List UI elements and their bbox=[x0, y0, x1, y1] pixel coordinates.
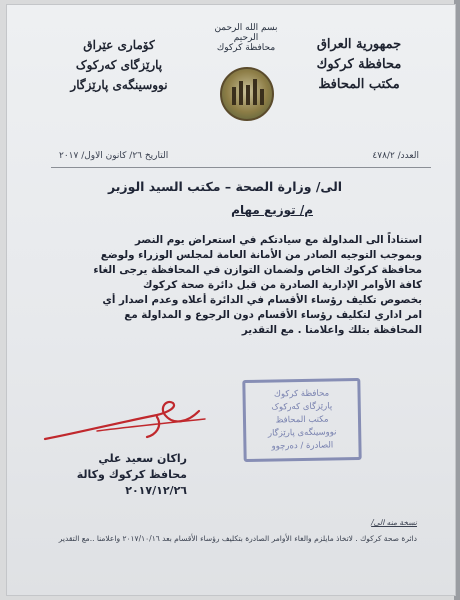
copies-line: دائرة صحة كركوك . لاتخاذ مايلزم والغاء الأوامر الصادرة بتكليف رؤساء الأقسام بعد ٢٠١٧/١٠/١٦ واعلامنا ..مع التقدير bbox=[58, 534, 417, 543]
letterhead-kurdish bbox=[49, 35, 189, 95]
signature-date: ٢٠١٧/١٢/٢٦ bbox=[125, 484, 187, 497]
emblem-caption: محافظة كركوك bbox=[216, 43, 276, 53]
basmala-calligraphy bbox=[207, 23, 285, 65]
signatory-name: راكان سعيد علي bbox=[98, 452, 187, 465]
recipient: الى/ وزارة الصحة – مكتب السيد الوزير bbox=[107, 179, 343, 194]
stamp-line: محافظة كركوك bbox=[273, 388, 330, 400]
body-line: كافة الأوامر الإدارية الصادرة من قبل دائرة صحة كركوك bbox=[142, 279, 422, 291]
basmala-text: بسم الله الرحمن الرحيم bbox=[214, 23, 278, 43]
letterhead-line: نووسینگەی پارێزگار bbox=[70, 78, 168, 92]
stamp-line: الصادرة / دەرچوو bbox=[271, 440, 334, 452]
letterhead-line: مكتب المحافظ bbox=[318, 77, 400, 92]
copies-to bbox=[27, 515, 417, 547]
letterhead-line: محافظة كركوك bbox=[316, 57, 402, 72]
kirkuk-seal-icon bbox=[220, 67, 274, 121]
letter-body bbox=[47, 233, 422, 338]
letterhead-line: پارێزگای کەرکوک bbox=[75, 58, 163, 72]
header-divider bbox=[51, 167, 431, 168]
letterhead-arabic bbox=[289, 35, 429, 95]
body-line: استناداً الى المداولة مع سيادتكم في استعراض يوم النصر bbox=[135, 234, 422, 246]
copies-title: نسخة منه الى/ bbox=[371, 518, 417, 527]
stamp-line: پارێزگای کەرکوک bbox=[271, 401, 333, 413]
body-line: بخصوص تكليف رؤساء الأقسام في الدائرة أعلاه وعدم اصدار أي bbox=[102, 294, 422, 306]
reference-line bbox=[59, 151, 419, 167]
body-line: وبموجب التوجيه الصادر من الأمانة العامة لمجلس الوزراء ولوضع bbox=[100, 249, 422, 261]
stamp-line: مكتب المحافظ bbox=[275, 414, 329, 426]
body-line: المحافظة بتلك واعلامنا . مع التقدير bbox=[241, 324, 422, 336]
subject: م/ توزيع مهام bbox=[231, 203, 313, 217]
governorate-emblem bbox=[207, 23, 285, 143]
body-line: محافظة كركوك الخاص ولضمان التوازن في المحافظة يرجى الغاء bbox=[93, 264, 422, 276]
signatory-title: محافظ كركوك وكالة bbox=[76, 468, 187, 481]
letterhead-line: جمهورية العراق bbox=[316, 37, 402, 52]
signatory-block bbox=[47, 451, 187, 499]
body-line: امر اداري لتكليف رؤساء الأقسام دون الرجوع و المداولة مع bbox=[124, 309, 422, 321]
letterhead-line: كۆماری عێراق bbox=[83, 38, 155, 52]
handwritten-signature bbox=[37, 393, 217, 449]
reference-number: العدد/ ٤٧٨/٢ bbox=[372, 151, 419, 161]
stamp-line: نووسینگەی پارێزگار bbox=[267, 427, 337, 439]
outgoing-stamp bbox=[242, 378, 361, 462]
letter-date: التاريخ ٢٦/ كانون الاول/ ٢٠١٧ bbox=[59, 151, 169, 161]
official-letter bbox=[6, 4, 456, 596]
